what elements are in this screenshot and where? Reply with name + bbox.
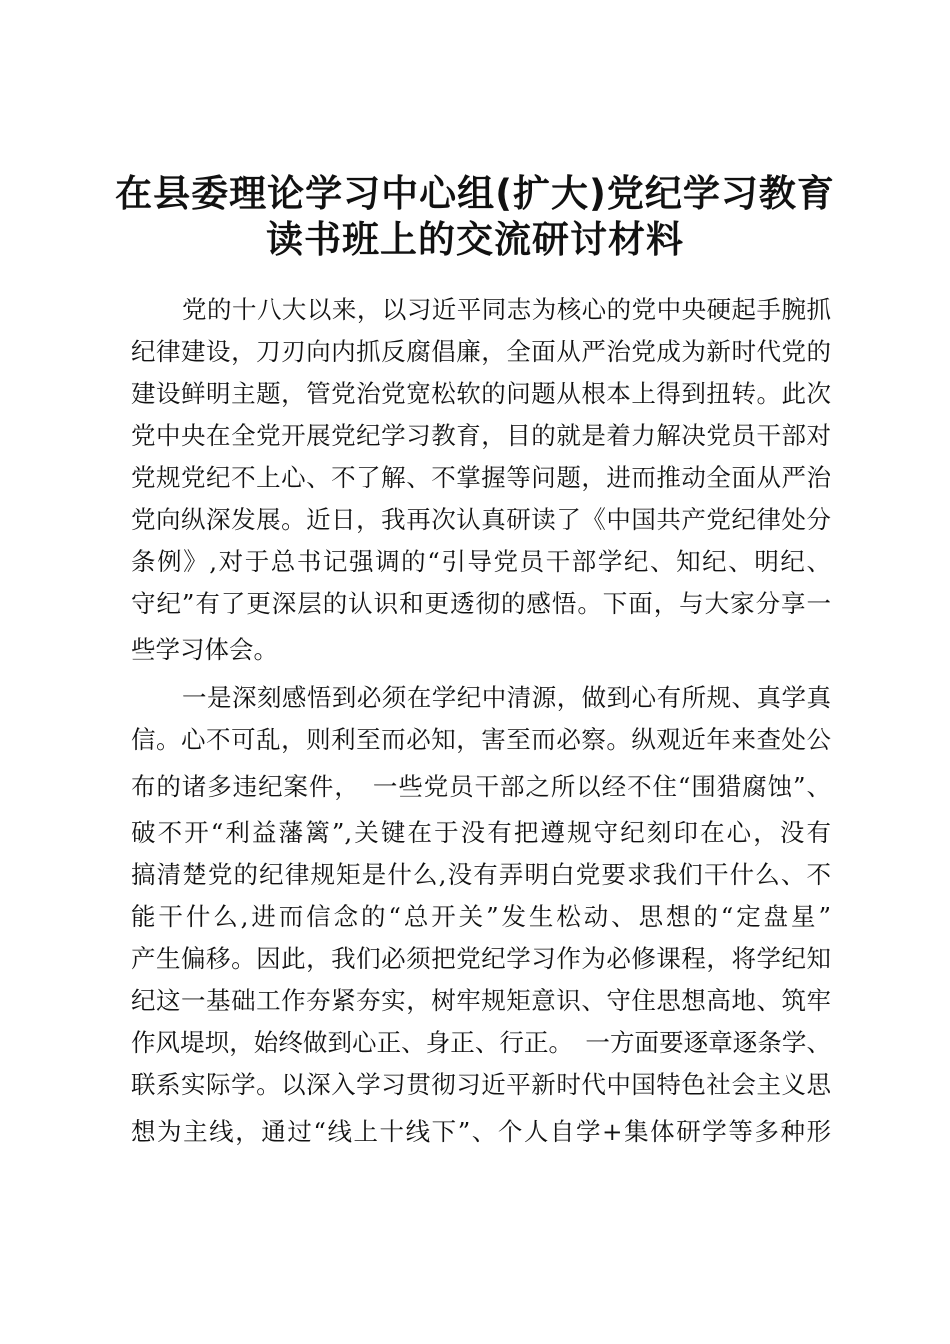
paragraph-2-line-7: 产生偏移。因此，我们必须把党纪学习作为必修课程，将学纪知: [131, 944, 831, 973]
paragraph-2-line-9: 作风堤坝，始终做到心正、身正、行正。 一方面要逐章逐条学、: [131, 1028, 831, 1057]
paragraph-1-line-8: 守纪”有了更深层的认识和更透彻的感悟。下面，与大家分享一: [131, 589, 831, 618]
document-title-line-2: 读书班上的交流研讨材料: [266, 218, 684, 261]
paragraph-2-line-4: 破不开“利益藩篱”,关键在于没有把遵规守纪刻印在心，没有: [131, 818, 831, 847]
paragraph-1-line-9: 些学习体会。: [131, 635, 278, 664]
paragraph-1-line-4: 党中央在全党开展党纪学习教育，目的就是着力解决党员干部对: [131, 421, 831, 450]
document-title-line-1: 在县委理论学习中心组(扩大)党纪学习教育: [115, 172, 835, 215]
paragraph-2-line-8: 纪这一基础工作夯紧夯实，树牢规矩意识、守住思想高地、筑牢: [131, 986, 831, 1015]
paragraph-2-line-11: 想为主线，通过“线上十线下”、个人自学+集体研学等多种形: [131, 1117, 831, 1146]
paragraph-2-line-6: 能干什么,进而信念的“总开关”发生松动、思想的“定盘星”: [131, 902, 831, 931]
paragraph-2-line-10: 联系实际学。以深入学习贯彻习近平新时代中国特色社会主义思: [131, 1070, 831, 1099]
paragraph-2-line-2: 信。心不可乱，则利至而必知，害至而必察。纵观近年来查处公: [131, 725, 831, 754]
paragraph-1-line-1: 党的十八大以来，以习近平同志为核心的党中央硬起手腕抓: [182, 295, 831, 324]
paragraph-1-line-3: 建设鲜明主题，管党治党宽松软的问题从根本上得到扭转。此次: [131, 379, 831, 408]
paragraph-2-line-5: 搞清楚党的纪律规矩是什么,没有弄明白党要求我们干什么、不: [131, 860, 831, 889]
paragraph-1-line-7: 条例》,对于总书记强调的“引导党员干部学纪、知纪、明纪、: [131, 547, 831, 576]
paragraph-2-line-1: 一是深刻感悟到必须在学纪中清源，做到心有所规、真学真: [182, 683, 831, 712]
paragraph-1-line-2: 纪律建设，刀刃向内抓反腐倡廉，全面从严治党成为新时代党的: [131, 337, 831, 366]
paragraph-1-line-6: 党向纵深发展。近日，我再次认真研读了《中国共产党纪律处分: [131, 505, 831, 534]
paragraph-1-line-5: 党规党纪不上心、不了解、不掌握等问题，进而推动全面从严治: [131, 463, 831, 492]
paragraph-2-line-3: 布的诸多违纪案件， 一些党员干部之所以经不住“围猎腐蚀”、: [131, 772, 831, 801]
